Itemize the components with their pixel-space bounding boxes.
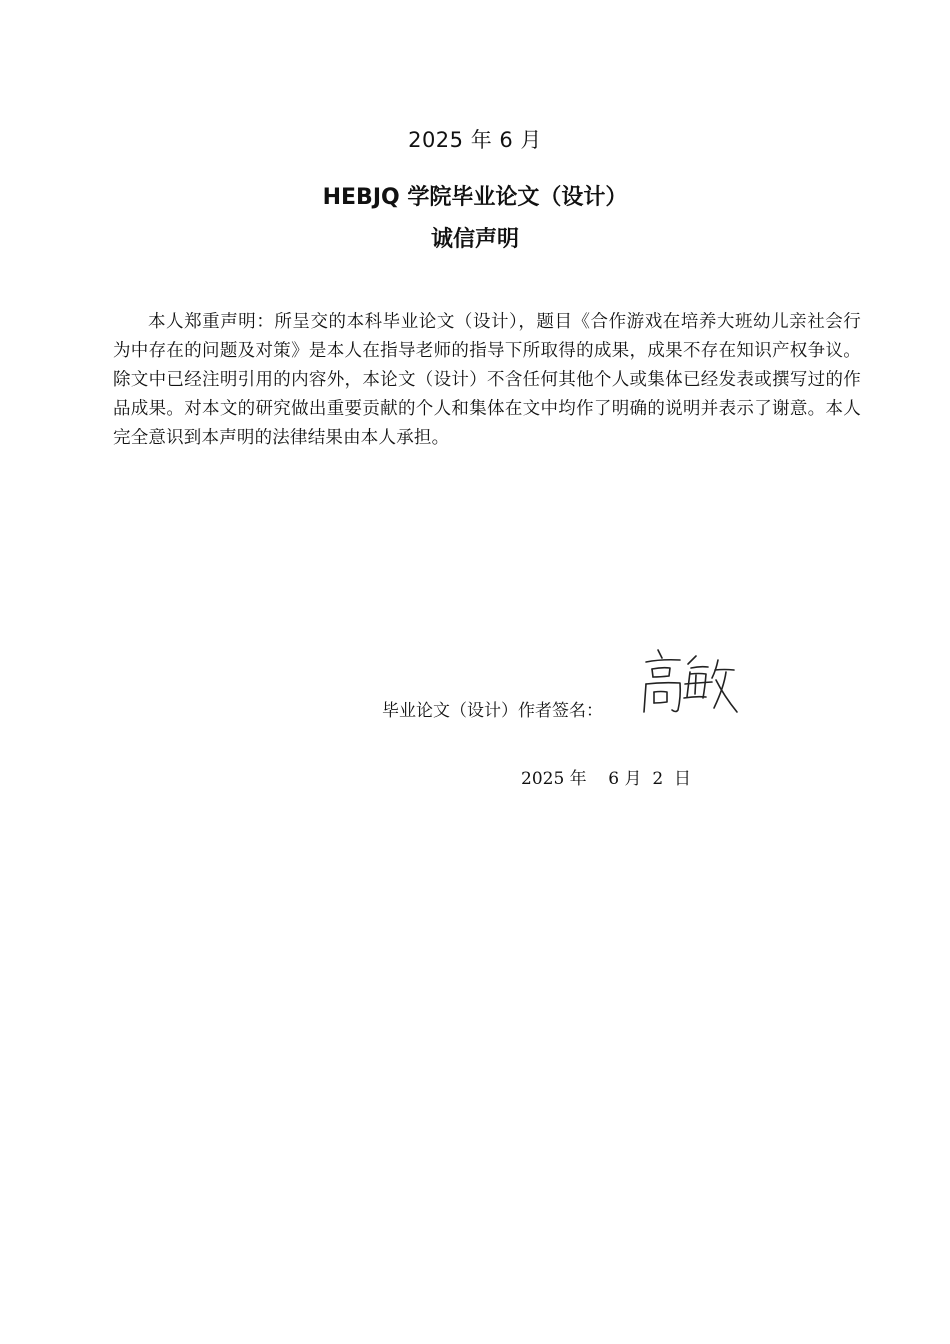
sign-date-day: 2 (652, 769, 664, 789)
declaration-paragraph: 本人郑重声明：所呈交的本科毕业论文（设计），题目《合作游戏在培养大班幼儿亲社会行为中存在的问题及对策》是本人在指导老师的指导下所取得的成果，成果不存在知识产权争议。除文中已经注明引用的内容外，本论文（设计）不含任何其他个人或集体已经发表或撰写过的作品成果。对本文的研究做出重要贡献的个人和集体在文中均作了明确的说明并表示了谢意。本人完全意识到本声明的法律结果由本人承担。 (113, 312, 861, 448)
sign-date-year: 2025 (521, 769, 565, 789)
sign-date (521, 764, 691, 789)
signature-label: 毕业论文（设计）作者签名： (382, 701, 603, 721)
handwritten-signature (636, 642, 740, 722)
sign-date-year-unit: 年 (569, 769, 587, 789)
document-title: 诚信声明 (430, 227, 519, 252)
header-date: 2025 年 6 月 (408, 128, 542, 152)
sign-date-month-unit: 月 (624, 769, 642, 789)
sign-date-day-unit: 日 (673, 769, 691, 789)
institution-title: HEBJQ 学院毕业论文（设计） (322, 185, 628, 210)
sign-date-month: 6 (608, 769, 620, 789)
